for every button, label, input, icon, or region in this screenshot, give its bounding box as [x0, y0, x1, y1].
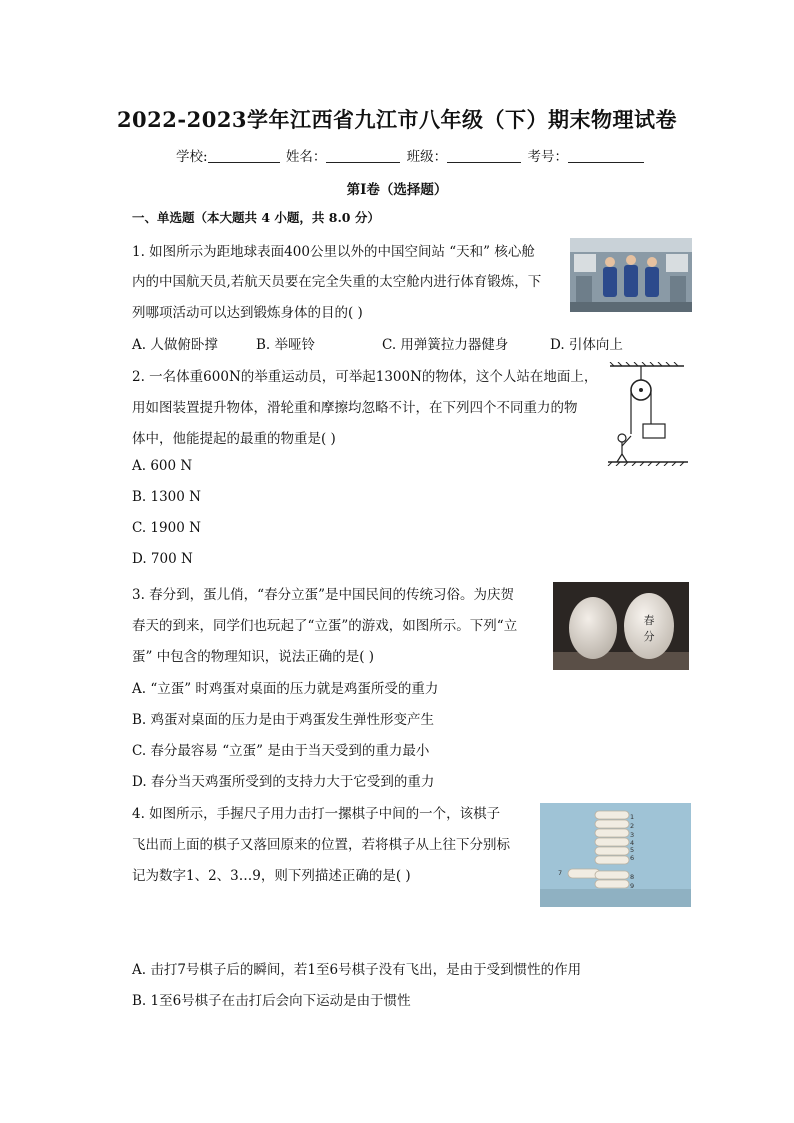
- q3-line-3: 蛋” 中包含的物理知识，说法正确的是( ): [132, 649, 375, 665]
- q1-line-2: 内的中国航天员,若航天员要在完全失重的太空舱内进行体育锻炼，下: [132, 274, 542, 290]
- space-station-photo: [570, 238, 692, 312]
- chess-number-1: 1: [630, 813, 635, 821]
- standing-eggs-photo: [553, 582, 689, 670]
- chess-number-3: 3: [630, 831, 635, 839]
- pulley-diagram: [604, 362, 690, 466]
- chess-number-7: 7: [558, 869, 563, 877]
- q4-option-a[interactable]: A. 击打7号棋子后的瞬间，若1至6号棋子没有飞出，是由于受到惯性的作用: [132, 962, 582, 978]
- q4-line-3: 记为数字1、2、3…9，则下列描述正确的是( ): [132, 868, 411, 884]
- name-blank[interactable]: [326, 148, 400, 163]
- q1-option-a[interactable]: A. 人做俯卧撑: [132, 337, 218, 353]
- q2-option-b[interactable]: B. 1300 N: [132, 489, 201, 505]
- egg-label-chun: 春: [643, 614, 655, 627]
- chess-number-9: 9: [630, 882, 635, 890]
- school-blank[interactable]: [208, 148, 280, 163]
- name-label: 姓名：: [285, 149, 327, 165]
- q3-line-1: 3. 春分到，蛋儿俏，“春分立蛋”是中国民间的传统习俗。为庆贺: [132, 587, 514, 603]
- q1-line-3: 列哪项活动可以达到锻炼身体的目的( ): [132, 305, 363, 321]
- chess-stack-photo: [540, 803, 691, 907]
- q2-line-3: 体中，他能提起的最重的物重是( ): [132, 431, 336, 447]
- q3-option-c[interactable]: C. 春分最容易 “立蛋” 是由于当天受到的重力最小: [132, 743, 430, 759]
- q2-option-d[interactable]: D. 700 N: [132, 551, 193, 567]
- q3-option-d[interactable]: D. 春分当天鸡蛋所受到的支持力大于它受到的重力: [132, 774, 435, 790]
- class-blank[interactable]: [447, 148, 521, 163]
- q3-line-2: 春天的到来，同学们也玩起了“立蛋”的游戏，如图所示。下列“立: [132, 618, 518, 634]
- chess-number-8: 8: [630, 873, 635, 881]
- q1-option-c[interactable]: C. 用弹簧拉力器健身: [382, 337, 509, 353]
- egg-label-fen: 分: [643, 630, 655, 643]
- q3-option-a[interactable]: A. “立蛋” 时鸡蛋对桌面的压力就是鸡蛋所受的重力: [132, 681, 439, 697]
- chess-number-2: 2: [630, 822, 635, 830]
- q4-line-1: 4. 如图所示，手握尺子用力击打一摞棋子中间的一个，该棋子: [132, 806, 501, 822]
- class-label: 班级：: [406, 149, 448, 165]
- chess-number-6: 6: [630, 854, 635, 862]
- section-heading: 一、单选题（本大题共 4 小题，共 8.0 分）: [132, 210, 380, 225]
- school-label: 学校:: [176, 149, 208, 165]
- q1-option-b[interactable]: B. 举哑铃: [256, 337, 316, 353]
- number-label: 考号：: [527, 149, 568, 165]
- number-blank[interactable]: [568, 148, 644, 163]
- q1-option-d[interactable]: D. 引体向上: [550, 337, 623, 353]
- q2-option-c[interactable]: C. 1900 N: [132, 520, 201, 536]
- volume-heading: 第I卷（选择题）: [346, 182, 448, 198]
- q2-option-a[interactable]: A. 600 N: [132, 458, 193, 474]
- q4-option-b[interactable]: B. 1至6号棋子在击打后会向下运动是由于惯性: [132, 993, 411, 1009]
- q1-line-1: 1. 如图所示为距地球表面400公里以外的中国空间站 “天和” 核心舱: [132, 244, 535, 260]
- student-info-line: [176, 145, 646, 165]
- q3-option-b[interactable]: B. 鸡蛋对桌面的压力是由于鸡蛋发生弹性形变产生: [132, 712, 435, 728]
- exam-title: 2022-2023学年江西省九江市八年级（下）期末物理试卷: [116, 107, 678, 132]
- q2-line-1: 2. 一名体重600N的举重运动员，可举起1300N的物体，这个人站在地面上，: [132, 369, 598, 385]
- q4-line-2: 飞出而上面的棋子又落回原来的位置，若将棋子从上往下分别标: [132, 837, 510, 853]
- chess-number-5: 5: [630, 846, 635, 854]
- q2-line-2: 用如图装置提升物体，滑轮重和摩擦均忽略不计，在下列四个不同重力的物: [132, 400, 578, 416]
- chess-number-4: 4: [630, 839, 635, 847]
